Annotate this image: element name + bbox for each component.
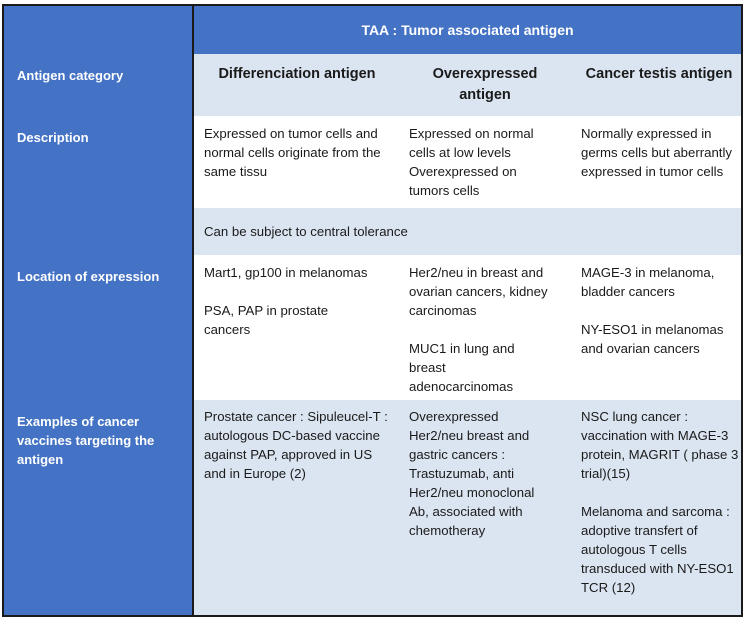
taa-table — [2, 4, 743, 617]
row-label-examples: Examples of cancer vaccines targeting the antigen — [4, 400, 192, 615]
examples-cancer-testis-1: NSC lung cancer : vaccination with MAGE-3 protein, MAGRIT ( phase 3 trial)(15) — [581, 409, 739, 481]
location-overexpressed-2: MUC1 in lung and breast adenocarcinomas — [409, 341, 515, 394]
examples-cancer-testis-2: Melanoma and sarcoma : adoptive transfert of autologous T cells transduced with NY-ESO1 TCR (12) — [581, 504, 734, 595]
row-label-antigen-category: Antigen category — [4, 54, 192, 116]
location-differentiation-2: PSA, PAP in prostate cancers — [204, 303, 329, 337]
location-cancer-testis-2: NY-ESO1 in melanomas and ovarian cancers — [581, 322, 724, 356]
location-cancer-testis — [581, 263, 741, 358]
column-header-cancer-testis: Cancer testis antigen — [585, 66, 733, 82]
examples-differentiation: Prostate cancer : Sipuleucel-T : autologous DC-based vaccine against PAP, approved in US and in Europe (2) — [204, 409, 388, 481]
location-overexpressed — [409, 263, 557, 396]
column-header-differentiation: Differenciation antigen — [218, 66, 376, 82]
description-cancer-testis: Normally expressed in germs cells but aberrantly expressed in tumor cells — [581, 126, 732, 179]
column-header-overexpressed: Overexpressed antigen — [432, 66, 538, 103]
description-overexpressed: Expressed on normal cells at low levels Overexpressed on tumors cells — [409, 126, 534, 198]
location-cancer-testis-1: MAGE-3 in melanoma, bladder cancers — [581, 265, 715, 299]
examples-cancer-testis — [581, 407, 739, 597]
row-label-location: Location of expression — [4, 255, 192, 400]
location-overexpressed-1: Her2/neu in breast and ovarian cancers, kidney carcinomas — [409, 265, 548, 318]
description-shared: Can be subject to central tolerance — [204, 224, 408, 239]
location-differentiation — [204, 263, 394, 339]
location-differentiation-1: Mart1, gp100 in melanomas — [204, 265, 368, 280]
examples-overexpressed: Overexpressed Her2/neu breast and gastric cancers : Trastuzumab, anti Her2/neu monoclonal Ab, associated with chemotheray — [409, 409, 535, 538]
row-label-description: Description — [4, 116, 192, 255]
description-differentiation: Expressed on tumor cells and normal cells originate from the same tissu — [204, 126, 381, 179]
corner-cell — [4, 6, 192, 54]
table-title: TAA : Tumor associated antigen — [194, 6, 741, 54]
